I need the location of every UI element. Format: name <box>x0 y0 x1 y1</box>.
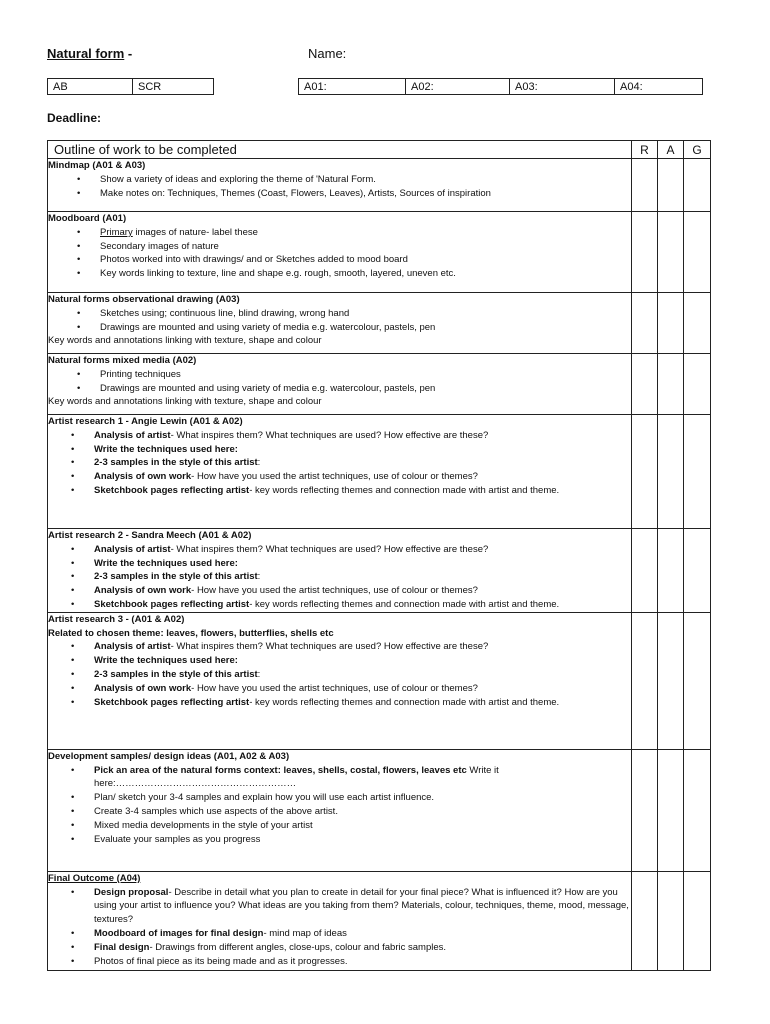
item-rest: Write it here:………………………………………………… <box>94 764 499 790</box>
item-bold: Analysis of artist <box>94 429 171 441</box>
item-bold: Design proposal <box>94 886 169 898</box>
title-dash: - <box>124 46 133 61</box>
item-rest: - key words reflecting themes and connection made with artist and theme. <box>249 696 560 708</box>
assessment-objectives-table <box>298 78 703 95</box>
item-rest: - What inspires them? What techniques are used? How effective are these? <box>170 543 489 555</box>
rag-g-cell[interactable] <box>684 293 711 354</box>
rag-r-cell[interactable] <box>632 293 658 354</box>
section-final-outcome <box>48 871 632 970</box>
item-bold: Sketchbook pages reflecting artist <box>94 598 250 610</box>
item-bold: Analysis of own work <box>94 585 192 597</box>
section-title: Natural forms mixed media (A02) <box>48 355 197 366</box>
section-title: Artist research 3 - (A01 & A02) <box>48 613 185 625</box>
item-bold: 2-3 samples in the style of this artist <box>94 457 258 469</box>
item-rest: : <box>257 668 261 680</box>
list-item <box>94 696 631 710</box>
a04-cell: A04: <box>615 79 703 95</box>
list-item: • Evaluate your samples as you progress <box>94 833 631 847</box>
rag-r-cell[interactable] <box>632 212 658 293</box>
item-bold: Moodboard of images for final design <box>94 927 264 939</box>
rag-a-cell[interactable] <box>658 612 684 749</box>
list-item: • Sketches using; continuous line, blind drawing, wrong hand <box>100 307 631 321</box>
section-footer: Key words and annotations linking with texture, shape and colour <box>48 335 322 347</box>
section-moodboard <box>48 212 632 293</box>
bullet-list <box>48 307 631 335</box>
section-observational-drawing <box>48 293 632 354</box>
outline-heading: Outline of work to be completed <box>48 141 632 159</box>
bullet-list <box>48 640 631 709</box>
section-subtitle: Related to chosen theme: leaves, flowers, butterflies, shells etc <box>48 627 334 639</box>
item-rest: - How have you used the artist techniques, use of colour or themes? <box>191 682 478 694</box>
list-item <box>94 927 631 941</box>
item-bold: Write the techniques used here: <box>94 557 238 569</box>
list-item <box>94 598 631 612</box>
section-row-observational <box>48 293 711 354</box>
item-rest: - Describe in detail what you plan to create in detail for your final piece? What is influenced it? How are you using your artist to influence you? What ideas are you taking from them? Materials, colour, techniques, theme, mood, message, textures? <box>94 886 629 926</box>
item-rest: - key words reflecting themes and connection made with artist and theme. <box>249 598 560 610</box>
item-rest: - key words reflecting themes and connection made with artist and theme. <box>249 484 560 496</box>
item-rest: Photos of final piece as its being made and as it progresses. <box>94 955 348 967</box>
rag-r-cell[interactable] <box>632 871 658 970</box>
item-bold: Write the techniques used here: <box>94 443 238 455</box>
ab-cell: AB <box>48 79 133 95</box>
list-item: • Drawings are mounted and using variety of media e.g. watercolour, pastels, pen <box>100 382 631 396</box>
list-item: • Photos worked into with drawings/ and or Sketches added to mood board <box>100 253 631 267</box>
section-row-artist-2 <box>48 529 711 613</box>
rag-a-cell[interactable] <box>658 529 684 613</box>
rag-a-cell[interactable] <box>658 749 684 871</box>
a01-cell: A01: <box>299 79 406 95</box>
list-item <box>94 682 631 696</box>
list-item <box>94 640 631 654</box>
section-title: Final Outcome (A04) <box>48 872 141 884</box>
list-item <box>94 570 631 584</box>
rag-a-cell[interactable] <box>658 354 684 415</box>
section-title: Development samples/ design ideas (A01, A02 & A03) <box>48 750 290 762</box>
rag-r-cell[interactable] <box>632 159 658 212</box>
list-item <box>94 584 631 598</box>
bullet-list <box>48 226 631 281</box>
section-title: Artist research 2 - Sandra Meech (A01 & A02) <box>48 530 252 541</box>
section-row-final-outcome <box>48 871 711 970</box>
section-mixed-media <box>48 354 632 415</box>
rag-g-cell[interactable] <box>684 749 711 871</box>
section-title: Artist research 1 - Angie Lewin (A01 & A02) <box>48 416 243 427</box>
title-text: Natural form <box>47 46 125 61</box>
item-rest: - What inspires them? What techniques are used? How effective are these? <box>170 641 489 653</box>
section-row-mindmap <box>48 159 711 212</box>
item-bold: Write the techniques used here: <box>94 655 238 667</box>
bullet-list <box>48 173 631 201</box>
rag-a-header: A <box>658 141 684 159</box>
rag-g-cell[interactable] <box>684 212 711 293</box>
list-item <box>94 941 631 955</box>
rag-g-cell[interactable] <box>684 612 711 749</box>
deadline-label: Deadline: <box>47 111 102 125</box>
section-row-artist-3 <box>48 612 711 749</box>
item-rest: : <box>257 457 261 469</box>
item-bold: Analysis of own work <box>94 471 192 483</box>
rag-a-cell[interactable] <box>658 212 684 293</box>
bullet-list <box>48 886 631 969</box>
list-item: • Show a variety of ideas and exploring the theme of 'Natural Form. <box>100 173 631 187</box>
rag-r-cell[interactable] <box>632 612 658 749</box>
section-row-moodboard <box>48 212 711 293</box>
list-item <box>94 654 631 668</box>
list-item <box>94 456 631 470</box>
a03-cell: A03: <box>510 79 615 95</box>
section-artist-research-2 <box>48 529 632 613</box>
rag-g-cell[interactable] <box>684 415 711 529</box>
primary-word: Primary <box>100 226 133 238</box>
item-rest: - mind map of ideas <box>263 927 347 939</box>
list-item <box>94 484 631 498</box>
item-bold: Analysis of own work <box>94 682 192 694</box>
list-item <box>94 764 631 792</box>
list-item: • Make notes on: Techniques, Themes (Coast, Flowers, Leaves), Artists, Sources of inspiration <box>100 187 631 201</box>
rag-g-header: G <box>684 141 711 159</box>
list-item <box>94 443 631 457</box>
rag-g-cell[interactable] <box>684 871 711 970</box>
item-rest: : <box>257 571 261 583</box>
section-development-samples <box>48 749 632 871</box>
bullet-list <box>48 764 631 847</box>
list-item <box>94 429 631 443</box>
outline-header-row <box>48 141 711 159</box>
list-item: • Drawings are mounted and using variety of media e.g. watercolour, pastels, pen <box>100 321 631 335</box>
item-bold: 2-3 samples in the style of this artist <box>94 571 258 583</box>
list-item: • Secondary images of nature <box>100 240 631 254</box>
ab-table <box>47 78 214 95</box>
item-rest: - How have you used the artist techniques, use of colour or themes? <box>191 471 478 483</box>
rag-a-cell[interactable] <box>658 293 684 354</box>
list-item <box>94 557 631 571</box>
rag-a-cell[interactable] <box>658 415 684 529</box>
list-item: • Create 3-4 samples which use aspects of the above artist. <box>94 805 631 819</box>
section-title: Moodboard (A01) <box>48 213 127 224</box>
a02-cell: A02: <box>406 79 510 95</box>
item-bold: Analysis of artist <box>94 543 171 555</box>
list-item <box>94 668 631 682</box>
section-title: Natural forms observational drawing (A03) <box>48 294 240 305</box>
item-rest: - How have you used the artist techniques, use of colour or themes? <box>191 585 478 597</box>
list-item: • Printing techniques <box>100 368 631 382</box>
rag-r-cell[interactable] <box>632 415 658 529</box>
worksheet-title <box>47 46 132 61</box>
rag-r-cell[interactable] <box>632 749 658 871</box>
list-item: • Mixed media developments in the style of your artist <box>94 819 631 833</box>
rag-g-cell[interactable] <box>684 354 711 415</box>
rag-r-header: R <box>632 141 658 159</box>
list-item <box>94 543 631 557</box>
item-bold: Pick an area of the natural forms context: leaves, shells, costal, flowers, leaves etc <box>94 764 467 776</box>
bullet-list <box>48 543 631 612</box>
section-row-artist-1 <box>48 415 711 529</box>
rag-a-cell[interactable] <box>658 159 684 212</box>
primary-rest: images of nature- label these <box>132 226 258 238</box>
section-title: Mindmap (A01 & A03) <box>48 160 146 171</box>
list-item: • Plan/ sketch your 3-4 samples and explain how you will use each artist influence. <box>94 791 631 805</box>
item-rest: - Drawings from different angles, close-ups, colour and fabric samples. <box>149 941 447 953</box>
section-artist-research-1 <box>48 415 632 529</box>
outline-table <box>47 140 711 971</box>
rag-a-cell[interactable] <box>658 871 684 970</box>
rag-g-cell[interactable] <box>684 159 711 212</box>
rag-r-cell[interactable] <box>632 529 658 613</box>
item-bold: Analysis of artist <box>94 641 171 653</box>
bullet-list <box>48 429 631 498</box>
list-item <box>94 955 631 969</box>
section-footer: Key words and annotations linking with texture, shape and colour <box>48 396 322 408</box>
rag-r-cell[interactable] <box>632 354 658 415</box>
item-bold: Final design <box>94 941 150 953</box>
list-item <box>100 226 631 240</box>
name-label: Name: <box>308 46 347 61</box>
bullet-list <box>48 368 631 396</box>
item-bold: Sketchbook pages reflecting artist <box>94 484 250 496</box>
list-item <box>94 886 631 927</box>
list-item <box>94 470 631 484</box>
list-item: • Key words linking to texture, line and shape e.g. rough, smooth, layered, uneven etc. <box>100 267 631 281</box>
section-row-mixed-media <box>48 354 711 415</box>
item-bold: 2-3 samples in the style of this artist <box>94 668 258 680</box>
section-artist-research-3 <box>48 612 632 749</box>
scr-cell: SCR <box>133 79 214 95</box>
section-row-development <box>48 749 711 871</box>
rag-g-cell[interactable] <box>684 529 711 613</box>
section-mindmap <box>48 159 632 212</box>
item-bold: Sketchbook pages reflecting artist <box>94 696 250 708</box>
item-rest: - What inspires them? What techniques are used? How effective are these? <box>170 429 489 441</box>
